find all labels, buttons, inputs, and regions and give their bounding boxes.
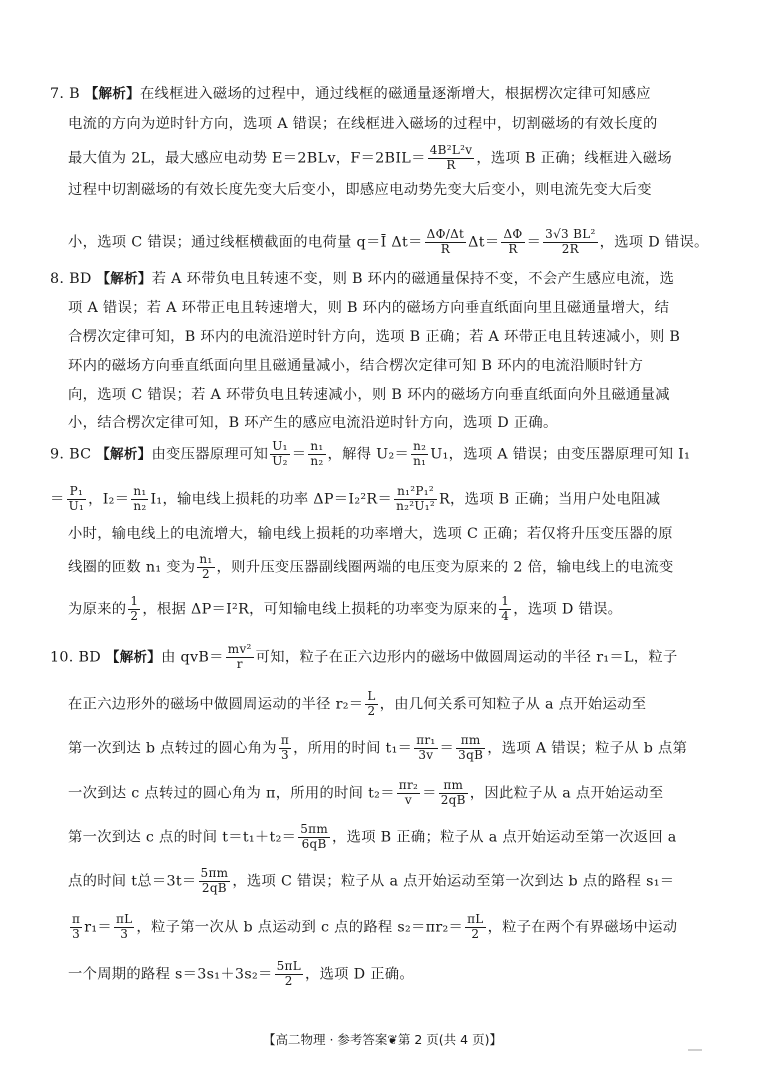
denominator: n₂²U₁² [396,498,435,513]
denominator: 2R [561,241,580,256]
denominator: 3 [72,926,81,941]
numerator: 5πm [200,866,229,880]
numerator: n₁ [133,484,147,498]
fraction [226,643,254,672]
q10-line-2 [68,690,646,719]
q8-number: 8. BD [50,271,97,287]
fraction [501,228,524,257]
text: 第一次到达 c 点的时间 t＝t₁＋t₂＝ [68,829,297,846]
numerator: πr₂ [398,778,419,792]
q7-line-4: 过程中切割磁场的有效长度先变大后变小，即感应电动势先变大后变小，则电流先变大后变 [68,182,652,198]
text: 线圈的匝数 n₁ 变为 [68,559,196,576]
text: 一个周期的路程 s＝3s₁＋3s₂＝ [68,966,273,983]
text: 可知，粒子在正六边形内的磁场中做圆周运动的半径 r₁＝L，粒子 [255,649,678,666]
q10-line-6 [68,867,674,896]
text: I₁，输电线上损耗的功率 ΔP＝I₂²R＝ [150,491,393,508]
denominator: v [404,792,413,807]
numerator: 1 [130,594,139,608]
text: ，粒子第一次从 b 点运动到 c 点的路程 s₂＝πr₂＝ [136,919,464,936]
fraction [499,595,511,624]
text: ，因此粒子从 a 点开始运动至 [469,785,664,802]
q7-number: 7. B [50,86,85,102]
scan-mark [688,1049,702,1051]
denominator: U₂ [272,453,288,468]
denominator: 2qB [201,880,227,895]
text: ，所用的时间 t₁＝ [293,740,413,757]
denominator: 2 [367,703,376,718]
text: 由变压器原理可知 [151,446,269,463]
denominator: R [440,241,451,256]
fraction [199,867,231,896]
text: 由 qvB＝ [161,649,224,666]
text: ，解得 U₂＝ [327,446,410,463]
fraction [279,734,291,763]
text: ，选项 A 错误；粒子从 b 点第 [487,740,688,757]
text: 小，选项 C 错误；通过线框横截面的电荷量 q＝Ī Δt＝ [68,234,423,251]
q9-line-5 [68,595,622,624]
q8-line-5: 向，选项 C 错误；若 A 环带负电且转速减小，则 B 环内的磁场方向垂直纸面向外且磁通量减 [68,387,670,403]
fraction [439,779,468,808]
text: ，由几何关系可知粒子从 a 点开始运动至 [379,696,647,713]
fraction [414,734,437,763]
fraction [394,485,437,514]
numerator: 3√3 BL² [545,227,596,241]
text: 最大值为 2L，最大感应电动势 E＝2BLv，F＝2BIL＝ [68,150,426,167]
numerator: n₂ [413,439,427,453]
text: ＝ [291,446,307,463]
denominator: 3 [120,926,129,941]
q9-line-4 [68,553,674,582]
q10-line-8 [68,960,414,989]
text: ＝ [50,491,65,508]
q8-line-6: 小，结合楞次定律可知，B 环产生的感应电流沿逆时针方向，选项 D 正确。 [68,415,558,431]
text: ，选项 B 正确；线框进入磁场 [476,150,672,167]
text: 点的时间 t总＝3t＝ [68,873,197,890]
text: 为原来的 [68,601,127,618]
numerator: 5πL [276,959,301,973]
text: ＝ [439,740,455,757]
q9-number: 9. BC [50,446,97,463]
numerator: P₁ [67,485,87,500]
q10-line-7 [68,913,677,942]
fraction [397,779,420,808]
fraction [428,144,475,173]
denominator: n₂ [310,453,324,468]
denominator: R [508,241,518,256]
text: ，选项 D 错误。 [513,601,623,618]
denominator: 3v [418,747,434,762]
q10-number: 10. BD [50,649,106,666]
numerator: πL [467,912,484,926]
numerator: πm [439,779,468,794]
q7-line-1 [50,82,651,103]
numerator: n₁ [310,439,324,453]
text: ，选项 C 错误；粒子从 a 点开始运动至第一次到达 b 点的路程 s₁＝ [232,873,675,890]
text: 一次到达 c 点转过的圆心角为 π，所用的时间 t₂＝ [68,785,395,802]
q8-line-2: 项 A 错误；若 A 环带正电且转速增大，则 B 环内的磁场方向垂直纸面向里且磁通量增大，结 [68,300,670,316]
q10-line-5 [68,823,677,852]
fraction [67,485,87,514]
analysis-tag: 【解析】 [96,271,152,287]
text: 若 A 环带负电且转速不变，则 B 环内的磁通量保持不变，不会产生感应电流，选 [151,271,675,287]
numerator: π [280,733,290,747]
fraction [411,440,428,469]
fraction [308,440,325,469]
numerator: π [72,912,81,926]
denominator: n₂ [133,498,147,513]
q7-line-2: 电流的方向为逆时针方向，选项 A 错误；在线框进入磁场的过程中，切割磁场的有效长度的 [68,116,658,132]
analysis-tag: 【解析】 [96,446,152,463]
q8-line-4: 环内的磁场方向垂直纸面向里且磁通量减小，结合楞次定律可知 B 环内的电流沿顺时针方 [68,358,644,374]
q10-line-3 [68,734,687,763]
text: ，粒子在两个有界磁场中运动 [487,919,678,936]
text: 第一次到达 b 点转过的圆心角为 [68,740,277,757]
text: r₁＝ [84,919,112,936]
numerator: 4B²L²v [429,143,473,157]
denominator: 3qB [458,747,484,762]
text: ，I₂＝ [88,491,130,508]
fraction [298,823,330,852]
text: ＝ [422,785,437,802]
text: ＝ [526,234,542,251]
denominator: R [446,157,456,172]
fraction [425,228,467,257]
q9-line-1 [50,440,690,469]
numerator: πr₁ [416,733,436,747]
numerator: ΔΦ [503,227,523,241]
numerator: U₁ [272,439,288,453]
denominator: U₁ [68,498,85,513]
numerator: L [367,689,376,703]
numerator: n₁²P₁² [394,485,437,500]
denominator: 4 [501,608,510,623]
q9-line-2 [50,485,660,514]
text: R，选项 B 正确；当用户处电阻减 [438,491,661,508]
denominator: 2 [471,926,480,941]
numerator: n₁ [199,552,213,566]
fraction [114,913,134,942]
denominator: 3 [281,747,289,762]
denominator: r [236,656,243,671]
analysis-tag: 【解析】 [105,649,162,666]
numerator: 5πm [300,822,329,836]
numerator: πm [456,734,485,749]
fraction [365,690,377,719]
denominator: n₁ [413,453,427,468]
fraction [456,734,485,763]
text: ，根据 ΔP＝I²R，可知输电线上损耗的功率变为原来的 [142,601,498,618]
numerator: πL [115,912,133,926]
denominator: 2 [284,973,293,988]
text: ，选项 D 正确。 [304,966,415,983]
denominator: 2 [130,608,139,623]
fraction [131,485,148,514]
fraction [275,960,303,989]
denominator: 6qB [301,836,327,851]
numerator: mv² [227,642,252,656]
analysis-tag: 【解析】 [84,86,140,102]
fraction [543,228,597,257]
q7-line-5 [68,228,709,257]
fraction [70,913,82,942]
text: 在线框进入磁场的过程中，通过线框的磁通量逐渐增大，根据楞次定律可知感应 [139,86,651,102]
text: ，则升压变压器副线圈两端的电压变为原来的 2 倍，输电线上的电流变 [216,559,674,576]
q8-line-3: 合楞次定律可知，B 环内的电流沿逆时针方向，选项 B 正确；若 A 环带正电且转速减小，则 B [68,329,681,345]
text: U₁，选项 A 错误；由变压器原理可知 I₁ [430,446,691,463]
numerator: ΔΦ/Δt [426,227,465,241]
denominator: 2qB [440,792,466,807]
text: ，选项 D 错误。 [599,234,709,251]
q7-line-3 [68,144,672,173]
q9-line-3: 小时，输电线上的电流增大，输电线上损耗的功率增大，选项 C 正确；若仅将升压变压器的原 [68,526,673,542]
q8-line-1 [50,267,674,288]
denominator: 2 [202,566,210,581]
text: ，选项 B 正确；粒子从 a 点开始运动至第一次返回 a [332,829,677,846]
fraction [197,553,214,582]
text: Δt＝ [468,234,500,251]
page-footer: 【高二物理 · 参考答案❦第 2 页(共 4 页)】 [263,1032,502,1047]
text: 在正六边形外的磁场中做圆周运动的半径 r₂＝ [68,696,364,713]
q10-line-4 [68,779,663,808]
fraction [270,440,290,469]
fraction [128,595,140,624]
numerator: 1 [501,594,510,608]
q10-line-1 [50,643,678,672]
fraction [465,913,485,942]
